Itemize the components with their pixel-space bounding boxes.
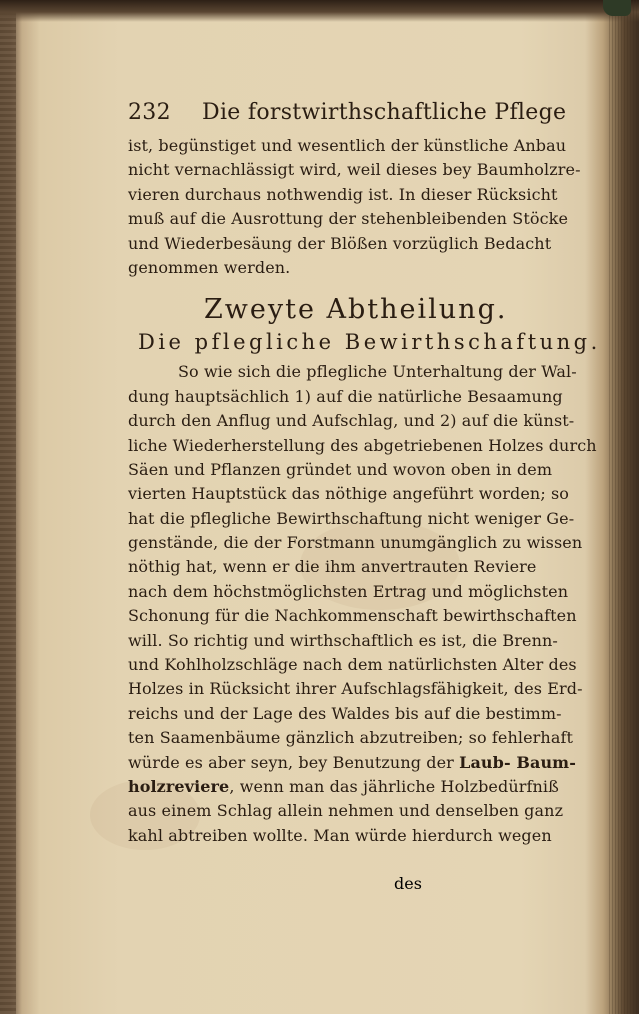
corner-tab-mark <box>603 0 631 16</box>
paragraph-2 <box>128 360 597 848</box>
text-line: Schonung für die Nachkommenschaft bewirthschaften <box>128 606 577 626</box>
book-page <box>128 100 601 848</box>
text-line: kahl abtreiben wollte. Man würde hierdurch wegen <box>128 825 552 845</box>
paragraph-1 <box>128 134 581 280</box>
text-line: vierten Hauptstück das nöthige angeführt worden; so <box>128 484 570 504</box>
page-number: 232 <box>128 100 171 125</box>
text-line <box>128 751 576 775</box>
running-head: Die forstwirthschaftliche Pflege <box>202 100 567 125</box>
text-line: aus einem Schlag allein nehmen und denselben ganz <box>128 801 564 821</box>
text-line: Holzes in Rücksicht ihrer Aufschlagsfähigkeit, des Erd- <box>128 679 583 699</box>
text-run: , wenn man das jährliche Holzbedürfniß <box>229 776 559 796</box>
book-spine-shadow <box>0 0 16 1014</box>
text-line: ten Saamenbäume gänzlich abzutreiben; so fehlerhaft <box>128 728 574 748</box>
text-line <box>128 775 558 799</box>
text-line: liche Wiederherstellung des abgetriebenen Holzes durch <box>128 435 597 455</box>
section-subheading: Die pflegliche Bewirthschaftung. <box>138 330 601 355</box>
emphasized-text: holzreviere <box>128 776 230 796</box>
text-run: würde es aber seyn, bey Benutzung der <box>128 752 460 772</box>
text-line: vieren durchaus nothwendig ist. In dieser Rücksicht <box>128 184 558 204</box>
text-line: genommen werden. <box>128 257 291 277</box>
text-line: durch den Anflug und Aufschlag, und 2) auf die künst- <box>128 411 575 431</box>
text-line: will. So richtig und wirthschaftlich es ist, die Brenn- <box>128 630 558 650</box>
page-header <box>128 100 567 134</box>
text-line: hat die pflegliche Bewirthschaftung nicht weniger Ge- <box>128 508 575 528</box>
text-line: nicht vernachlässigt wird, weil dieses bey Baumholzre- <box>128 160 581 180</box>
section-heading: Zweyte Abtheilung. <box>204 294 508 326</box>
text-line: genstände, die der Forstmann unumgänglich zu wissen <box>128 533 583 553</box>
catchword: des <box>394 874 422 893</box>
text-line: ist, begünstiget und wesentlich der künstliche Anbau <box>128 136 567 155</box>
text-line: nach dem höchstmöglichsten Ertrag und möglichsten <box>128 581 569 601</box>
top-edge-shadow <box>0 0 639 22</box>
text-line: Säen und Pflanzen gründet und wovon oben in dem <box>128 459 553 479</box>
page-stack-edge <box>609 0 639 1014</box>
text-line: dung hauptsächlich 1) auf die natürliche Besaamung <box>128 386 563 406</box>
text-line: reichs und der Lage des Waldes bis auf die bestimm- <box>128 703 562 723</box>
emphasized-text: Laub- Baum- <box>459 752 576 772</box>
text-line: nöthig hat, wenn er die ihm anvertrauten Reviere <box>128 557 537 577</box>
text-line: und Wiederbesäung der Blößen vorzüglich Bedacht <box>128 233 552 253</box>
text-line: So wie sich die pflegliche Unterhaltung der Wal- <box>178 362 577 382</box>
text-line: muß auf die Ausrottung der stehenbleibenden Stöcke <box>128 209 569 229</box>
text-line: und Kohlholzschläge nach dem natürlichsten Alter des <box>128 655 577 675</box>
